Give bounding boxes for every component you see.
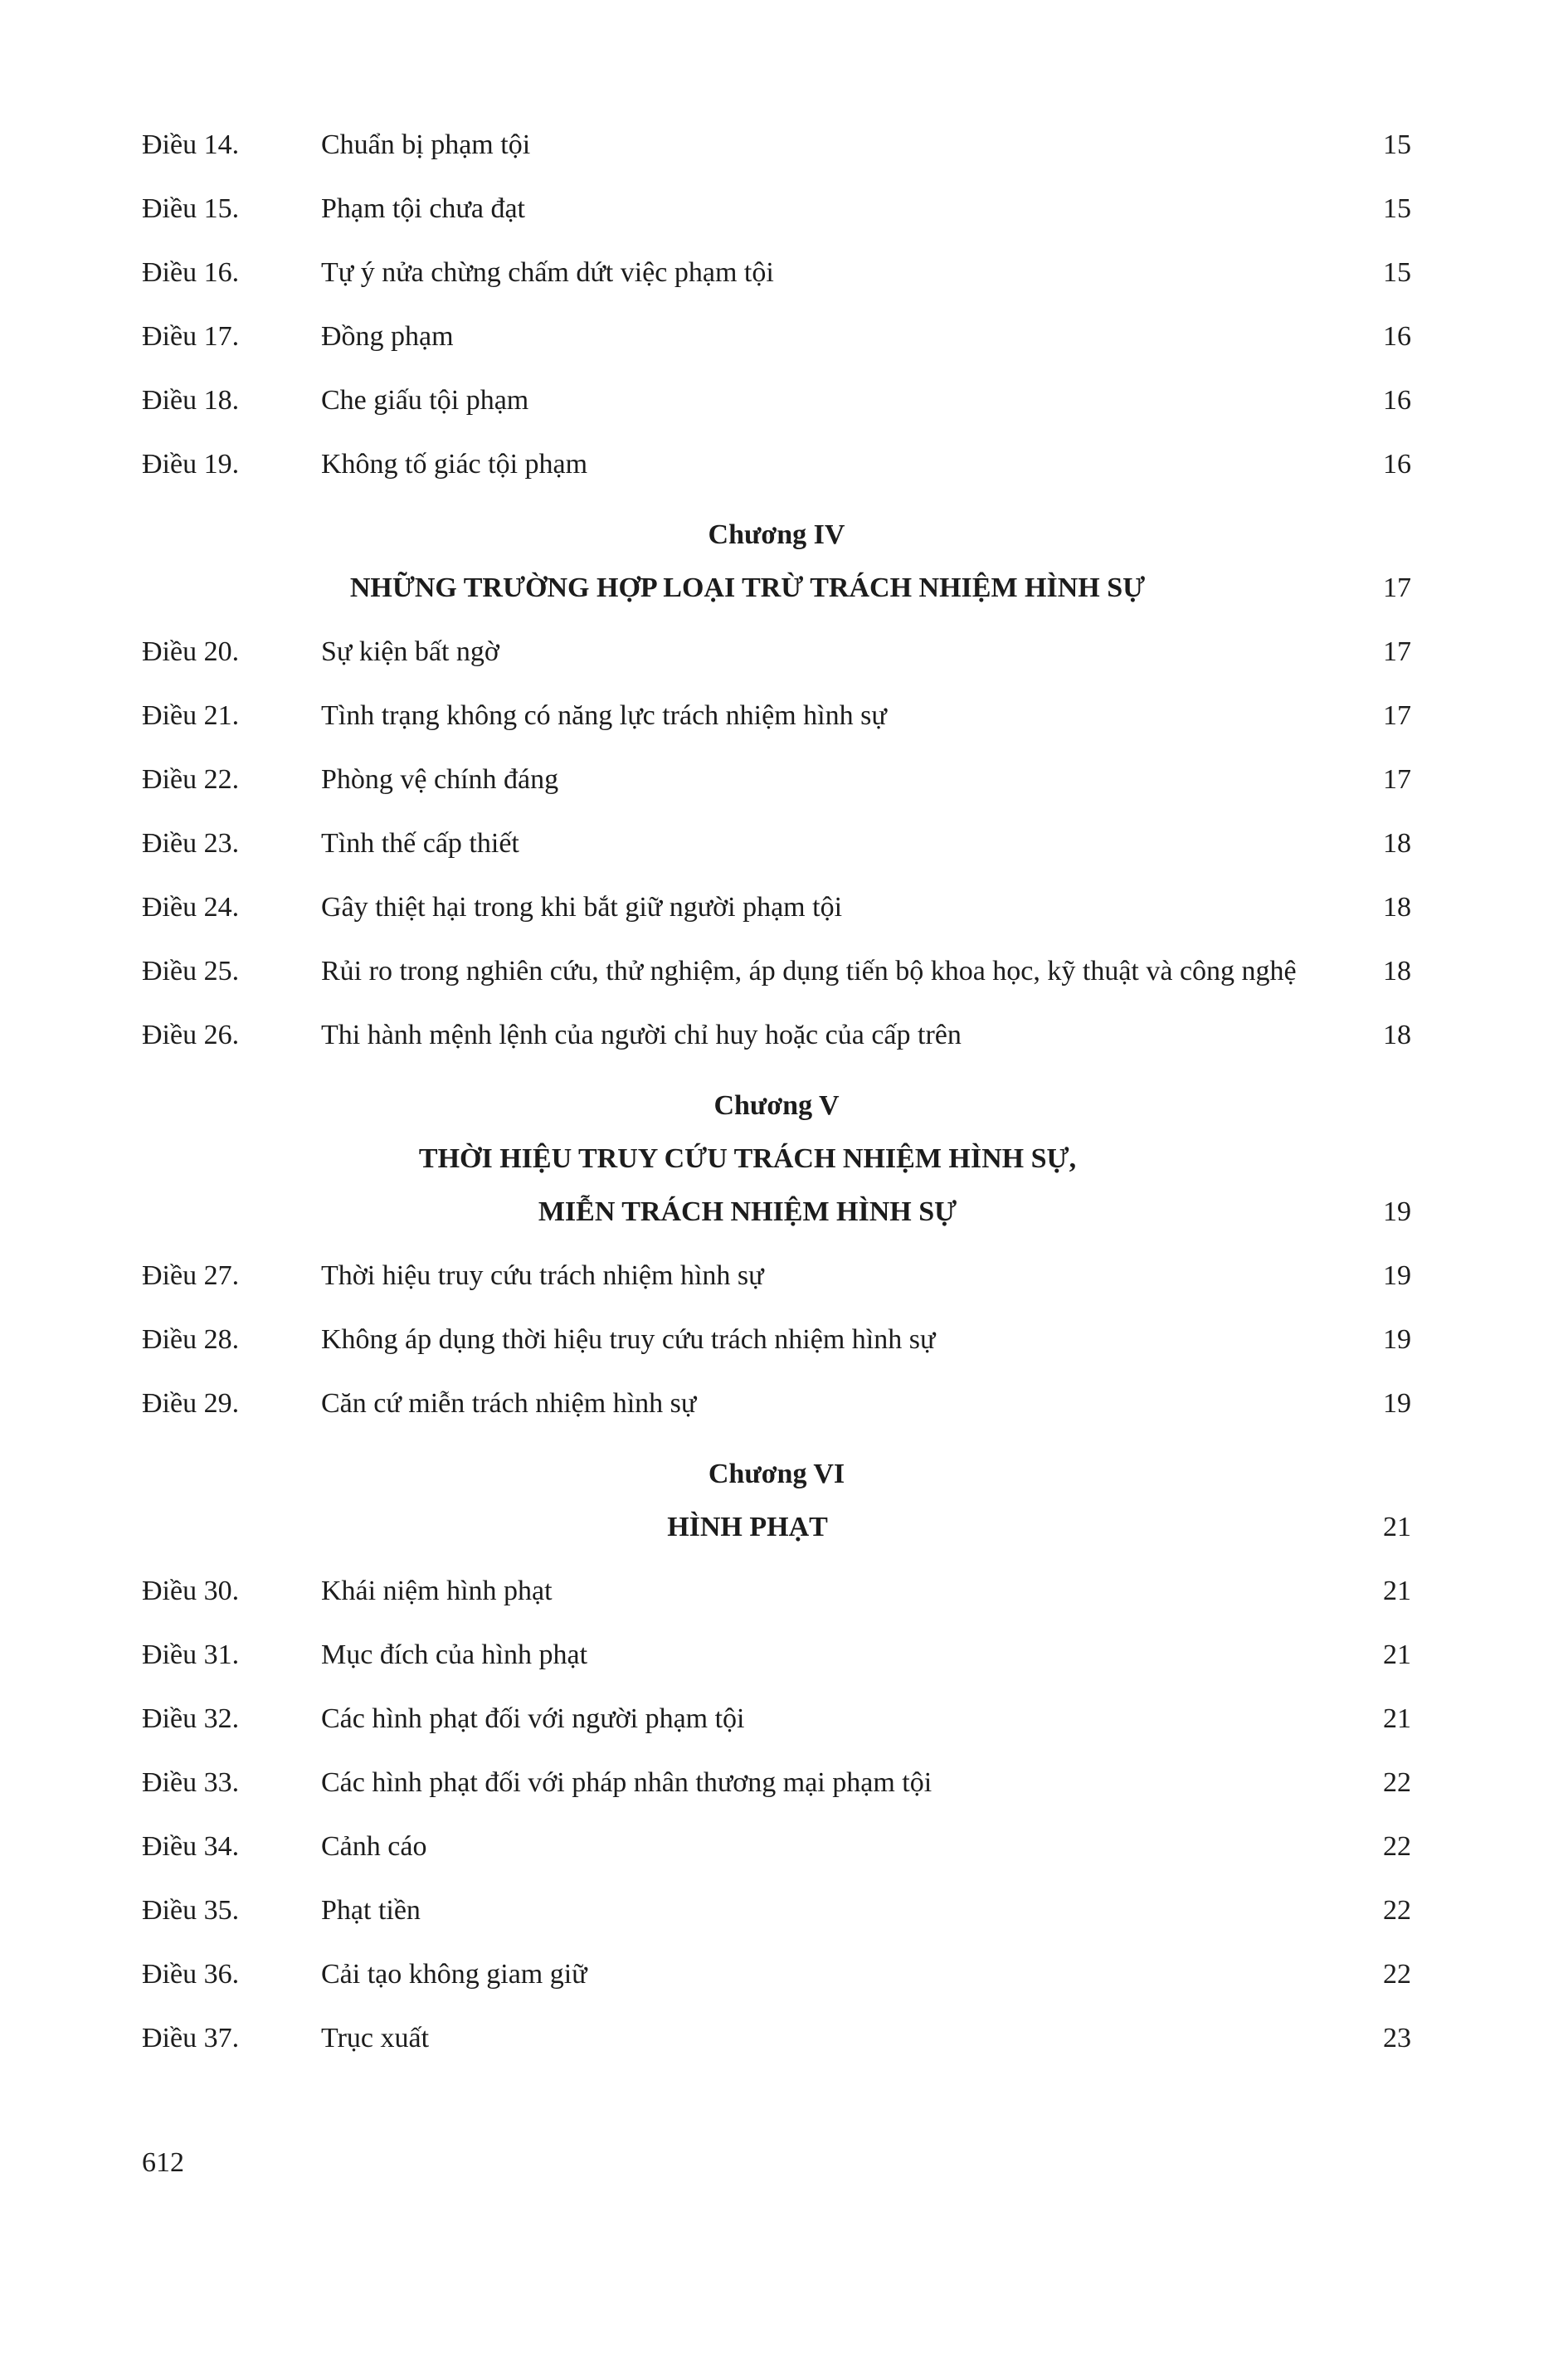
chapter-heading: Chương VI	[708, 1459, 845, 1489]
toc-entry-row	[142, 1247, 1411, 1305]
chapter-title-row	[142, 1501, 1411, 1554]
article-page-number: 15	[1383, 257, 1411, 288]
toc-entry-row	[142, 372, 1411, 430]
article-number-label: Điều 17.	[142, 321, 240, 352]
article-title: Căn cứ miễn trách nhiệm hình sự	[321, 1388, 697, 1419]
article-page-number: 18	[1383, 956, 1411, 987]
article-page-number: 19	[1383, 1388, 1411, 1419]
article-number-label: Điều 22.	[142, 764, 240, 795]
chapter-title-line: THỜI HIỆU TRUY CỨU TRÁCH NHIỆM HÌNH SỰ,	[418, 1143, 1077, 1174]
article-title: Cải tạo không giam giữ	[321, 1959, 587, 1990]
toc-entry-row	[142, 1562, 1411, 1620]
article-page-number: 16	[1383, 385, 1411, 416]
toc-entry-row	[142, 1375, 1411, 1433]
article-title: Tự ý nửa chừng chấm dứt việc phạm tội	[321, 257, 774, 288]
article-number-label: Điều 18.	[142, 385, 240, 416]
article-number-label: Điều 20.	[142, 636, 240, 667]
toc-chapter	[142, 1448, 1411, 2068]
chapter-title	[142, 562, 1353, 615]
article-page-number: 17	[1383, 764, 1411, 795]
article-page-number: 19	[1383, 1324, 1411, 1355]
chapter-title-line: MIỄN TRÁCH NHIỆM HÌNH SỰ	[538, 1196, 957, 1227]
article-number-label: Điều 14.	[142, 129, 240, 160]
article-number-label: Điều 33.	[142, 1767, 240, 1798]
chapter-title-row	[142, 1133, 1411, 1239]
article-title: Các hình phạt đối với pháp nhân thương mại phạm tội	[321, 1767, 933, 1798]
article-page-number: 15	[1383, 129, 1411, 160]
article-number-label: Điều 32.	[142, 1703, 240, 1734]
chapter-page-number: 17	[1383, 572, 1411, 603]
article-title: Sự kiện bất ngờ	[321, 636, 499, 667]
article-title: Các hình phạt đối với người phạm tội	[321, 1703, 745, 1734]
article-number-label: Điều 15.	[142, 193, 240, 224]
article-page-number: 22	[1383, 1767, 1411, 1798]
article-title: Khái niệm hình phạt	[321, 1576, 553, 1606]
article-number-label: Điều 28.	[142, 1324, 240, 1355]
toc-entry-row	[142, 1946, 1411, 2004]
article-title: Không tố giác tội phạm	[321, 449, 588, 480]
toc-entry-row	[142, 2010, 1411, 2068]
article-page-number: 21	[1383, 1639, 1411, 1670]
article-page-number: 22	[1383, 1831, 1411, 1862]
article-title: Trục xuất	[321, 2023, 430, 2053]
toc-entry-row	[142, 180, 1411, 238]
article-title: Phòng vệ chính đáng	[321, 764, 559, 795]
toc-entry-row	[142, 687, 1411, 745]
chapter-title	[142, 1133, 1353, 1239]
article-title: Cảnh cáo	[321, 1831, 427, 1862]
toc-entry-row	[142, 436, 1411, 494]
article-page-number: 17	[1383, 636, 1411, 667]
article-number-label: Điều 35.	[142, 1895, 240, 1926]
article-number-label: Điều 34.	[142, 1831, 240, 1862]
toc-entry-row	[142, 815, 1411, 873]
toc-chapter	[142, 1079, 1411, 1433]
chapter-heading: Chương V	[713, 1090, 840, 1121]
article-number-label: Điều 27.	[142, 1260, 240, 1291]
footer-page-number: 612	[142, 2147, 184, 2178]
article-page-number: 22	[1383, 1895, 1411, 1926]
article-page-number: 21	[1383, 1576, 1411, 1606]
article-number-label: Điều 37.	[142, 2023, 240, 2053]
toc-entry-row	[142, 1626, 1411, 1684]
article-number-label: Điều 24.	[142, 892, 240, 923]
article-title: Tình trạng không có năng lực trách nhiệm hình sự	[321, 700, 887, 731]
article-number-label: Điều 26.	[142, 1020, 240, 1050]
chapter-page-number: 19	[1383, 1196, 1411, 1227]
chapter-heading: Chương IV	[708, 519, 845, 550]
toc-entry-row	[142, 623, 1411, 681]
toc-entry-row	[142, 751, 1411, 809]
toc-entry-row	[142, 308, 1411, 366]
article-number-label: Điều 23.	[142, 828, 240, 859]
toc-chapters	[142, 509, 1411, 2068]
article-number-label: Điều 31.	[142, 1639, 240, 1670]
toc-entry-row	[142, 943, 1411, 1001]
toc-entry-row	[142, 1818, 1411, 1876]
chapter-title	[142, 1501, 1353, 1554]
toc-entry-row	[142, 1311, 1411, 1369]
article-title: Rủi ro trong nghiên cứu, thử nghiệm, áp dụng tiến bộ khoa học, kỹ thuật và công nghệ	[321, 956, 1297, 987]
article-number-label: Điều 19.	[142, 449, 240, 480]
article-title: Phạt tiền	[321, 1895, 421, 1926]
article-number-label: Điều 25.	[142, 956, 240, 987]
article-page-number: 23	[1383, 2023, 1411, 2053]
toc-entry-row	[142, 1006, 1411, 1064]
article-title: Thi hành mệnh lệnh của người chỉ huy hoặc của cấp trên	[321, 1020, 962, 1050]
article-number-label: Điều 29.	[142, 1388, 240, 1419]
toc-content	[142, 116, 1411, 2073]
chapter-title-line: HÌNH PHẠT	[667, 1512, 828, 1542]
article-title: Tình thế cấp thiết	[321, 828, 519, 859]
article-page-number: 17	[1383, 700, 1411, 731]
article-title: Không áp dụng thời hiệu truy cứu trách nhiệm hình sự	[321, 1324, 936, 1355]
article-page-number: 16	[1383, 449, 1411, 480]
article-title: Phạm tội chưa đạt	[321, 193, 525, 224]
article-title: Mục đích của hình phạt	[321, 1639, 588, 1670]
article-title: Gây thiệt hại trong khi bắt giữ người phạm tội	[321, 892, 843, 923]
toc-leading-entries	[142, 116, 1411, 494]
article-number-label: Điều 36.	[142, 1959, 240, 1990]
article-title: Thời hiệu truy cứu trách nhiệm hình sự	[321, 1260, 764, 1291]
article-number-label: Điều 21.	[142, 700, 240, 731]
chapter-page-number: 21	[1383, 1512, 1411, 1542]
article-number-label: Điều 30.	[142, 1576, 240, 1606]
toc-entry-row	[142, 1882, 1411, 1940]
toc-entry-row	[142, 1754, 1411, 1812]
toc-entry-row	[142, 116, 1411, 174]
article-title: Che giấu tội phạm	[321, 385, 529, 416]
toc-entry-row	[142, 879, 1411, 937]
article-page-number: 18	[1383, 828, 1411, 859]
article-page-number: 22	[1383, 1959, 1411, 1990]
article-title: Đồng phạm	[321, 321, 454, 352]
article-number-label: Điều 16.	[142, 257, 240, 288]
article-page-number: 18	[1383, 892, 1411, 923]
toc-chapter	[142, 509, 1411, 1064]
toc-entry-row	[142, 244, 1411, 302]
article-page-number: 21	[1383, 1703, 1411, 1734]
chapter-title-row	[142, 562, 1411, 615]
article-page-number: 18	[1383, 1020, 1411, 1050]
article-page-number: 15	[1383, 193, 1411, 224]
article-title: Chuẩn bị phạm tội	[321, 129, 531, 160]
toc-entry-row	[142, 1690, 1411, 1748]
article-page-number: 19	[1383, 1260, 1411, 1291]
chapter-title-line: NHỮNG TRƯỜNG HỢP LOẠI TRỪ TRÁCH NHIỆM HÌNH SỰ	[349, 572, 1146, 603]
article-page-number: 16	[1383, 321, 1411, 352]
